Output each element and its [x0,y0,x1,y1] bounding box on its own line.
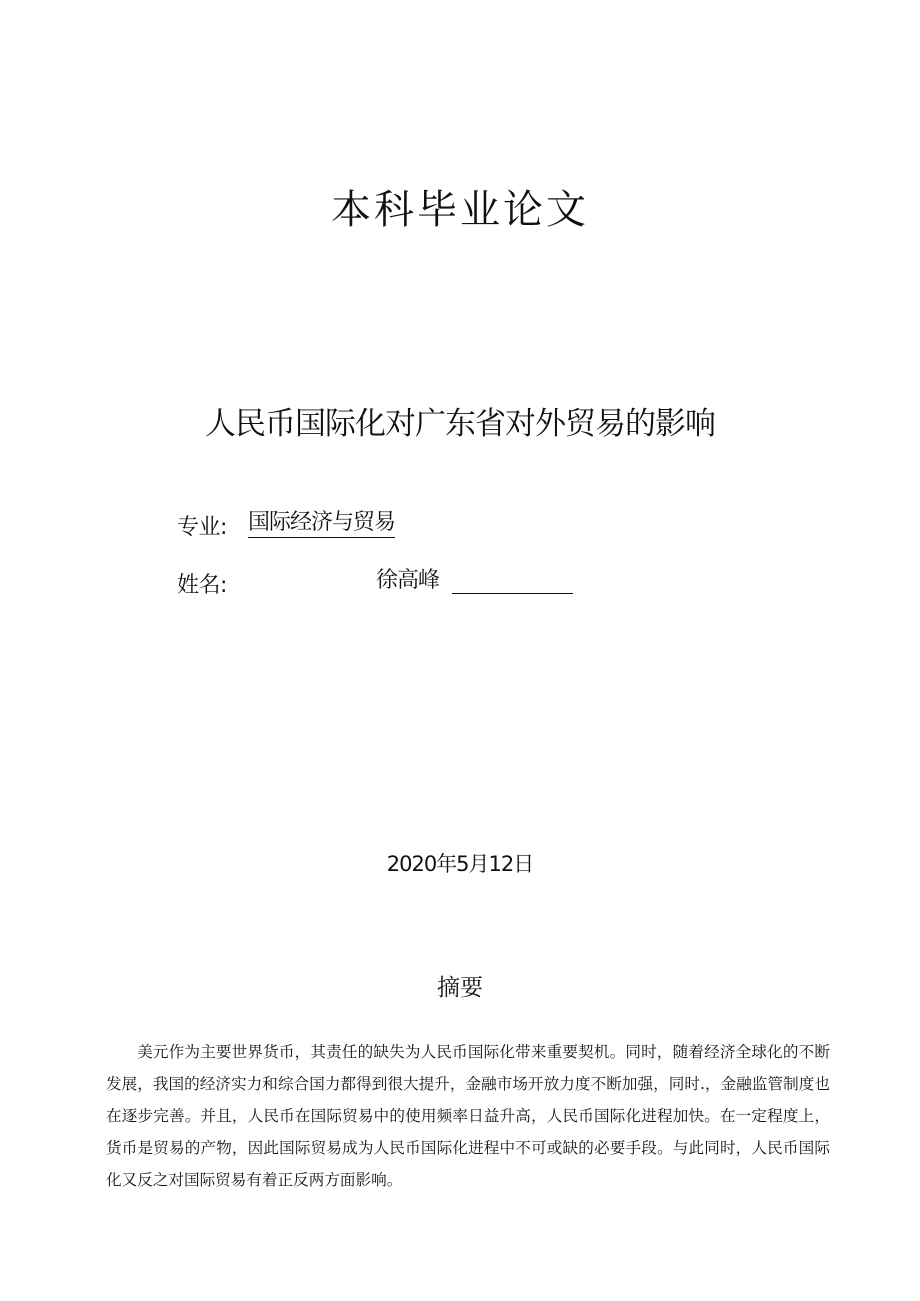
name-underline [452,593,573,594]
submission-date: 2020年5月12日 [386,852,534,876]
document-type-heading: 本科毕业论文 [331,187,589,233]
major-label: 专业: [177,515,227,540]
thesis-title: 人民币国际化对广东省对外贸易的影响 [205,406,715,442]
author-name: 徐高峰 [376,568,440,593]
abstract-heading: 摘要 [437,975,483,1001]
name-label: 姓名: [177,573,227,598]
major-value: 国际经济与贸易 [248,510,395,538]
abstract-body: 美元作为主要世界货币，其责任的缺失为人民币国际化带来重要契机。同时，随着经济全球化的不断发展，我国的经济实力和综合国力都得到很大提升，金融市场开放力度不断加强，同时.，金融监管制度也在逐步完善。并且，人民币在国际贸易中的使用频率日益升高，人民币国际化进程加快。在一定程度上，货币是贸易的产物，因此国际贸易成为人民币国际化进程中不可或缺的必要手段。与此同时，人民币国际化又反之对国际贸易有着正反两方面影响。 [106,1043,830,1189]
